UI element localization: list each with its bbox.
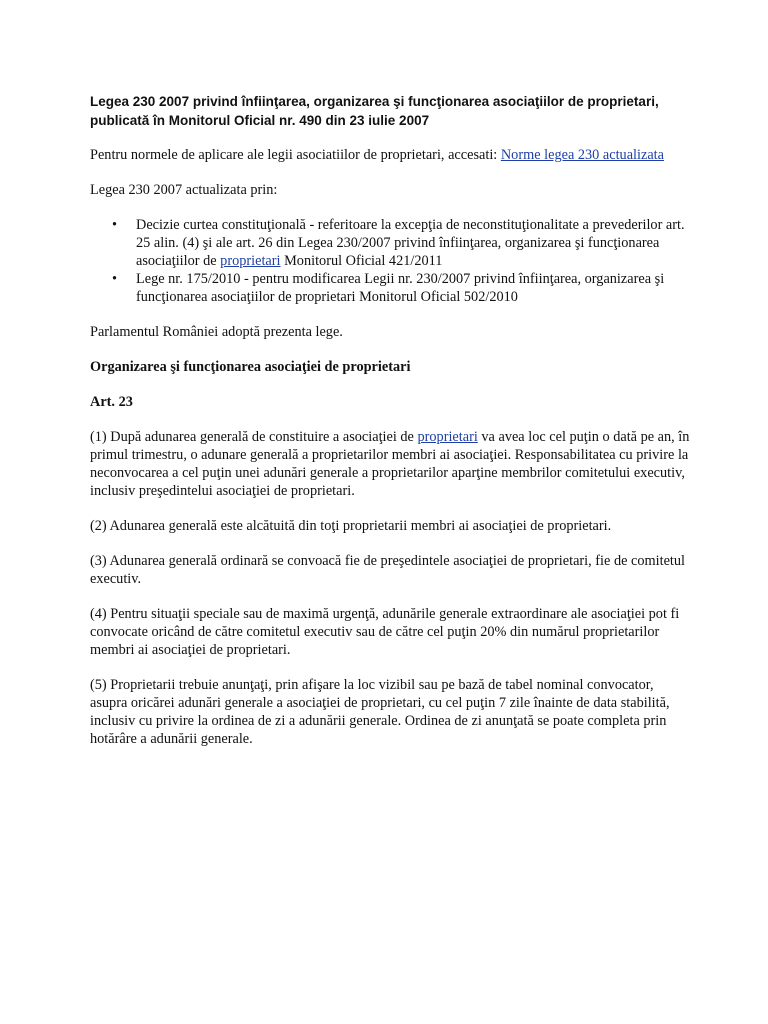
paragraph-2: (2) Adunarea generală este alcătuită din toţi proprietarii membri ai asociaţiei de proprietari. [90,518,612,534]
updated-by-label: Legea 230 2007 actualizata prin: [90,182,278,198]
paragraph-1-start: (1) După adunarea generală de constituire a asociaţiei de [90,429,418,445]
paragraph-4: (4) Pentru situaţii speciale sau de maximă urgenţă, adunările generale extraordinare ale asociaţiei pot fi convocate oricând de către comitetul executiv sau de către cel puţin 20% din numărul proprietarilor membri ai asociaţiei de proprietari. [90,606,680,658]
adoption-statement: Parlamentul României adoptă prezenta lege. [90,324,343,340]
norms-link[interactable]: Norme legea 230 actualizata [500,147,664,163]
proprietari-link-2[interactable]: proprietari [417,429,478,445]
intro-paragraph [90,146,690,164]
amendment-1-suffix: Monitorul Oficial 421/2011 [280,253,443,269]
article-title: Art. 23 [90,394,133,410]
intro-text: Pentru normele de aplicare ale legii asociatiilor de proprietari, accesati: [90,147,501,163]
amendment-1-text: Decizie curtea constituţională - referitoare la excepţia de neconstituţionalitate a prevederilor art. 25 alin. (4) şi ale art. 26 din Legea 230/2007 privind înfiinţarea, organizarea şi funcţionarea asociaţiilor de [136,217,685,269]
paragraph-1 [90,428,690,500]
amendments-list [90,216,690,306]
list-item [136,216,690,270]
list-item: • Lege nr. 175/2010 - pentru modificarea Legii nr. 230/2007 privind înfiinţarea, organizarea şi funcţionarea asociaţiilor de proprietari Monitorul Oficial 502/2010 [136,270,690,306]
paragraph-3: (3) Adunarea generală ordinară se convoacă fie de preşedintele asociaţiei de proprietari, fie de comitetul executiv. [90,553,686,587]
document-heading: Legea 230 2007 privind înfiinţarea, organizarea şi funcţionarea asociaţiilor de proprietari, publicată în Monitorul Oficial nr. 490 din 23 iulie 2007 [90,94,659,128]
proprietari-link-1[interactable]: proprietari [220,253,281,269]
paragraph-5: (5) Proprietarii trebuie anunţaţi, prin afişare la loc vizibil sau pe bază de tabel nominal convocator, asupra oricărei adunări generale a asociaţiei de proprietari, cu cel puţin 7 zile înainte de data stabilită, inclusiv cu privire la ordinea de zi a adunării generale. Ordinea de zi anunţată se poate completa prin hotărâre a adunării generale. [90,677,670,747]
document-page [90,92,690,765]
section-title: Organizarea şi funcţionarea asociaţiei de proprietari [90,359,411,375]
paragraph-1-rest: va avea loc cel puţin o dată pe an, în primul trimestru, o adunare generală a proprietarilor membri ai asociaţiei. Responsabilitatea cu privire la neconvocarea a cel puţin unei adunări generale a proprietarilor aparţine membrilor comitetului executiv, inclusiv preşedintelui asociaţiei de proprietari. [90,429,690,499]
